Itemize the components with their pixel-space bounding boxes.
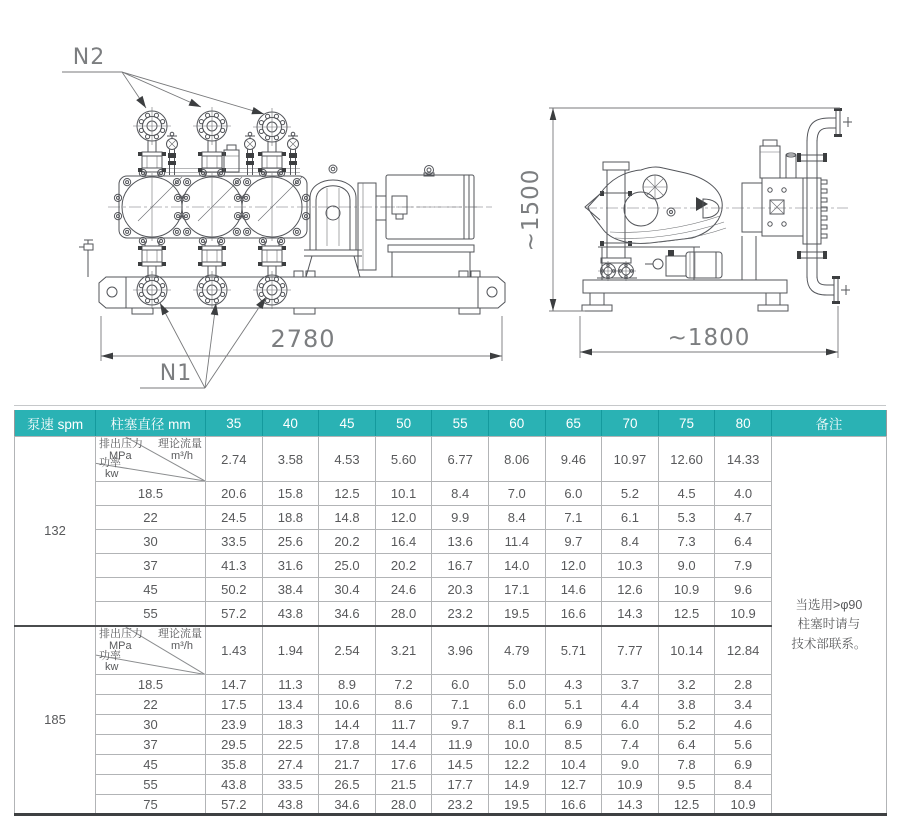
pressure-axis-unit: MPa	[109, 639, 132, 652]
power-cell: 7.8	[658, 755, 715, 775]
power-cell: 14.4	[319, 715, 376, 735]
power-cell: 12.2	[488, 755, 545, 775]
flow-cell: 1.94	[262, 626, 319, 675]
discharge-piping	[133, 107, 291, 177]
header-row	[15, 410, 887, 437]
power-cell: 3.2	[658, 675, 715, 695]
power-cell: 11.7	[375, 715, 432, 735]
pressure-axis-unit: MPa	[109, 450, 132, 462]
power-cell: 17.1	[488, 578, 545, 602]
side-fluid-end	[742, 178, 803, 280]
power-cell: 3.8	[658, 695, 715, 715]
flow-cell: 12.84	[715, 626, 772, 675]
power-cell: 6.9	[545, 715, 602, 735]
power-cell: 24.6	[375, 578, 432, 602]
power-cell: 43.8	[206, 775, 263, 795]
power-cell: 14.9	[488, 775, 545, 795]
gearbox	[304, 165, 362, 277]
table-row	[15, 775, 887, 795]
side-power-end	[585, 167, 726, 243]
power-cell: 15.8	[262, 482, 319, 506]
flow-cell: 2.54	[319, 626, 376, 675]
power-cell: 4.4	[602, 695, 659, 715]
power-cell: 10.0	[488, 735, 545, 755]
pressure-cell: 45	[96, 578, 206, 602]
flow-cell: 12.60	[658, 437, 715, 482]
flow-cell: 5.60	[375, 437, 432, 482]
power-cell: 14.5	[432, 755, 489, 775]
power-cell: 7.2	[375, 675, 432, 695]
column-header-diameter-value: 50	[375, 410, 432, 437]
power-cell: 35.8	[206, 755, 263, 775]
pressure-cell: 30	[96, 715, 206, 735]
power-cell: 57.2	[206, 602, 263, 626]
table-row	[15, 578, 887, 602]
suction-piping	[133, 241, 291, 309]
power-cell: 23.2	[432, 602, 489, 626]
power-axis-label: 功率	[99, 457, 121, 469]
power-cell: 43.8	[262, 602, 319, 626]
pressure-axis-label: 排出压力	[99, 627, 143, 640]
flow-cell: 5.71	[545, 626, 602, 675]
power-cell: 3.7	[602, 675, 659, 695]
flow-cell: 3.58	[262, 437, 319, 482]
power-cell: 7.9	[715, 554, 772, 578]
column-header-diameter-value: 65	[545, 410, 602, 437]
power-cell: 9.6	[715, 578, 772, 602]
power-cell: 21.5	[375, 775, 432, 795]
flow-cell: 10.97	[602, 437, 659, 482]
flow-cell: 3.21	[375, 626, 432, 675]
power-cell: 41.3	[206, 554, 263, 578]
front-width-value: 2780	[270, 325, 336, 353]
power-cell: 17.8	[319, 735, 376, 755]
power-cell: 10.9	[715, 602, 772, 626]
flow-axis-label: 理论流量	[158, 438, 202, 450]
power-cell: 6.9	[715, 755, 772, 775]
side-base	[582, 247, 788, 311]
flow-cell: 10.14	[658, 626, 715, 675]
power-cell: 16.6	[545, 795, 602, 815]
motor	[380, 166, 480, 278]
column-header-diameter-value: 40	[262, 410, 319, 437]
power-cell: 5.6	[715, 735, 772, 755]
table-row	[15, 506, 887, 530]
power-cell: 9.0	[658, 554, 715, 578]
column-header-diameter: 柱塞直径 mm	[96, 410, 206, 437]
power-axis-label: 功率	[99, 650, 121, 662]
power-cell: 13.4	[262, 695, 319, 715]
axis-corner-cell	[96, 626, 206, 675]
power-cell: 57.2	[206, 795, 263, 815]
pressure-cell: 55	[96, 602, 206, 626]
remark-cell	[771, 437, 886, 815]
n2-callout	[62, 45, 264, 114]
power-cell: 25.6	[262, 530, 319, 554]
power-cell: 43.8	[262, 795, 319, 815]
pressure-cell: 18.5	[96, 675, 206, 695]
flow-row	[15, 437, 887, 482]
flow-cell: 1.43	[206, 626, 263, 675]
power-cell: 8.1	[488, 715, 545, 735]
discharge-flange	[133, 107, 171, 145]
pressure-cell: 18.5	[96, 482, 206, 506]
column-header-diameter-value: 75	[658, 410, 715, 437]
power-cell: 22.5	[262, 735, 319, 755]
power-cell: 8.4	[715, 775, 772, 795]
power-cell: 34.6	[319, 795, 376, 815]
power-cell: 38.4	[262, 578, 319, 602]
power-cell: 17.5	[206, 695, 263, 715]
power-cell: 14.6	[545, 578, 602, 602]
side-discharge-piping	[797, 108, 852, 304]
power-cell: 28.0	[375, 602, 432, 626]
power-cell: 24.5	[206, 506, 263, 530]
power-cell: 19.5	[488, 795, 545, 815]
power-cell: 9.7	[432, 715, 489, 735]
power-cell: 9.5	[658, 775, 715, 795]
power-cell: 5.1	[545, 695, 602, 715]
axis-corner-cell	[96, 437, 206, 482]
junction-box	[392, 196, 407, 214]
table-row	[15, 675, 887, 695]
power-cell: 12.5	[658, 602, 715, 626]
power-cell: 10.3	[602, 554, 659, 578]
pressure-axis-label: 排出压力	[99, 438, 143, 450]
table-row	[15, 735, 887, 755]
power-cell: 8.4	[488, 506, 545, 530]
power-cell: 21.7	[319, 755, 376, 775]
power-cell: 20.6	[206, 482, 263, 506]
side-width-value: ~1800	[667, 325, 751, 351]
power-cell: 14.3	[602, 795, 659, 815]
power-cell: 2.8	[715, 675, 772, 695]
power-cell: 6.0	[602, 715, 659, 735]
power-cell: 20.3	[432, 578, 489, 602]
power-cell: 16.4	[375, 530, 432, 554]
flow-axis-label: 理论流量	[158, 627, 202, 640]
remark-line: 当选用>φ90	[795, 597, 863, 612]
table-row	[15, 530, 887, 554]
power-cell: 5.2	[658, 715, 715, 735]
power-cell: 12.5	[319, 482, 376, 506]
power-cell: 30.4	[319, 578, 376, 602]
power-cell: 14.0	[488, 554, 545, 578]
front-width-dimension	[101, 316, 502, 361]
side-view-drawing	[518, 108, 852, 358]
table-row	[15, 554, 887, 578]
power-cell: 7.4	[602, 735, 659, 755]
power-cell: 13.6	[432, 530, 489, 554]
flow-cell: 2.74	[206, 437, 263, 482]
table-row	[15, 795, 887, 815]
n1-callout	[140, 297, 266, 388]
pressure-cell: 22	[96, 695, 206, 715]
power-cell: 3.4	[715, 695, 772, 715]
column-header-remark: 备注	[771, 410, 886, 437]
power-cell: 6.0	[545, 482, 602, 506]
n2-label: N2	[72, 45, 106, 70]
table-row	[15, 755, 887, 775]
side-width-dimension	[580, 306, 838, 358]
power-cell: 10.9	[658, 578, 715, 602]
power-cell: 6.1	[602, 506, 659, 530]
pressure-cell: 37	[96, 554, 206, 578]
flow-axis-unit: m³/h	[171, 639, 193, 652]
table-row	[15, 715, 887, 735]
power-cell: 10.4	[545, 755, 602, 775]
column-header-diameter-value: 45	[319, 410, 376, 437]
power-cell: 16.7	[432, 554, 489, 578]
power-cell: 33.5	[262, 775, 319, 795]
power-cell: 12.0	[375, 506, 432, 530]
pressure-cell: 55	[96, 775, 206, 795]
power-cell: 8.9	[319, 675, 376, 695]
power-cell: 8.4	[602, 530, 659, 554]
drain-valve	[79, 240, 93, 277]
power-cell: 6.0	[488, 695, 545, 715]
pulsation-dampener	[224, 145, 239, 172]
pump-technical-drawings	[0, 0, 900, 405]
column-header-diameter-value: 60	[488, 410, 545, 437]
table-row	[15, 482, 887, 506]
power-cell: 8.6	[375, 695, 432, 715]
power-cell: 5.3	[658, 506, 715, 530]
flow-cell: 8.06	[488, 437, 545, 482]
power-cell: 19.5	[488, 602, 545, 626]
power-cell: 10.9	[602, 775, 659, 795]
pressure-cell: 37	[96, 735, 206, 755]
power-cell: 5.0	[488, 675, 545, 695]
power-cell: 9.0	[602, 755, 659, 775]
power-cell: 17.7	[432, 775, 489, 795]
power-cell: 8.5	[545, 735, 602, 755]
power-cell: 10.6	[319, 695, 376, 715]
flow-cell: 3.96	[432, 626, 489, 675]
power-cell: 11.9	[432, 735, 489, 755]
power-cell: 26.5	[319, 775, 376, 795]
remark-line: 技术部联系。	[791, 636, 867, 651]
side-height-dimension	[518, 108, 840, 311]
power-cell: 6.0	[432, 675, 489, 695]
flow-cell: 4.79	[488, 626, 545, 675]
side-suction-pipe	[597, 162, 637, 281]
power-cell: 18.8	[262, 506, 319, 530]
table-row	[15, 695, 887, 715]
table-row	[15, 602, 887, 626]
power-cell: 34.6	[319, 602, 376, 626]
power-cell: 14.4	[375, 735, 432, 755]
column-header-diameter-value: 70	[602, 410, 659, 437]
flow-cell: 9.46	[545, 437, 602, 482]
power-cell: 7.0	[488, 482, 545, 506]
power-cell: 14.8	[319, 506, 376, 530]
column-header-diameter-value: 35	[206, 410, 263, 437]
power-cell: 7.1	[432, 695, 489, 715]
power-cell: 12.0	[545, 554, 602, 578]
column-header-diameter-value: 80	[715, 410, 772, 437]
power-cell: 25.0	[319, 554, 376, 578]
power-cell: 29.5	[206, 735, 263, 755]
column-header-diameter-value: 55	[432, 410, 489, 437]
coupling-guard	[358, 183, 386, 270]
power-axis-unit: kw	[105, 468, 119, 480]
column-header-speed: 泵速 spm	[15, 410, 96, 437]
pressure-cell: 22	[96, 506, 206, 530]
power-cell: 4.3	[545, 675, 602, 695]
power-axis-unit: kw	[105, 661, 119, 673]
power-cell: 6.4	[658, 735, 715, 755]
power-cell: 4.0	[715, 482, 772, 506]
power-cell: 10.9	[715, 795, 772, 815]
power-cell: 11.4	[488, 530, 545, 554]
front-view-drawing	[62, 45, 505, 388]
power-cell: 7.1	[545, 506, 602, 530]
power-cell: 10.1	[375, 482, 432, 506]
power-cell: 12.6	[602, 578, 659, 602]
pressure-cell: 30	[96, 530, 206, 554]
flow-cell: 7.77	[602, 626, 659, 675]
power-cell: 20.2	[375, 554, 432, 578]
power-cell: 12.7	[545, 775, 602, 795]
discharge-flange	[193, 107, 231, 145]
power-cell: 50.2	[206, 578, 263, 602]
power-cell: 7.3	[658, 530, 715, 554]
spec-table	[14, 410, 887, 816]
flow-row	[15, 626, 887, 675]
power-cell: 16.6	[545, 602, 602, 626]
oil-reservoir	[760, 140, 796, 178]
power-cell: 11.3	[262, 675, 319, 695]
power-cell: 18.3	[262, 715, 319, 735]
speed-cell: 132	[15, 437, 96, 626]
power-cell: 4.6	[715, 715, 772, 735]
power-cell: 14.3	[602, 602, 659, 626]
power-cell: 4.5	[658, 482, 715, 506]
power-cell: 33.5	[206, 530, 263, 554]
flow-cell: 6.77	[432, 437, 489, 482]
speed-cell: 185	[15, 626, 96, 815]
flow-cell: 14.33	[715, 437, 772, 482]
flow-cell: 4.53	[319, 437, 376, 482]
power-cell: 28.0	[375, 795, 432, 815]
pressure-cell: 75	[96, 795, 206, 815]
pressure-cell: 45	[96, 755, 206, 775]
side-height-value: ~1500	[518, 168, 544, 252]
power-cell: 8.4	[432, 482, 489, 506]
power-cell: 14.7	[206, 675, 263, 695]
remark-line: 柱塞时请与	[797, 617, 861, 632]
power-cell: 23.2	[432, 795, 489, 815]
lube-pump-unit	[645, 250, 722, 278]
power-cell: 27.4	[262, 755, 319, 775]
power-cell: 9.7	[545, 530, 602, 554]
table-top-rule	[14, 405, 886, 406]
n1-label: N1	[159, 361, 193, 386]
power-cell: 31.6	[262, 554, 319, 578]
power-cell: 6.4	[715, 530, 772, 554]
power-cell: 9.9	[432, 506, 489, 530]
power-cell: 4.7	[715, 506, 772, 530]
power-cell: 23.9	[206, 715, 263, 735]
flow-axis-unit: m³/h	[171, 450, 193, 462]
power-cell: 20.2	[319, 530, 376, 554]
power-cell: 17.6	[375, 755, 432, 775]
power-cell: 5.2	[602, 482, 659, 506]
power-cell: 12.5	[658, 795, 715, 815]
